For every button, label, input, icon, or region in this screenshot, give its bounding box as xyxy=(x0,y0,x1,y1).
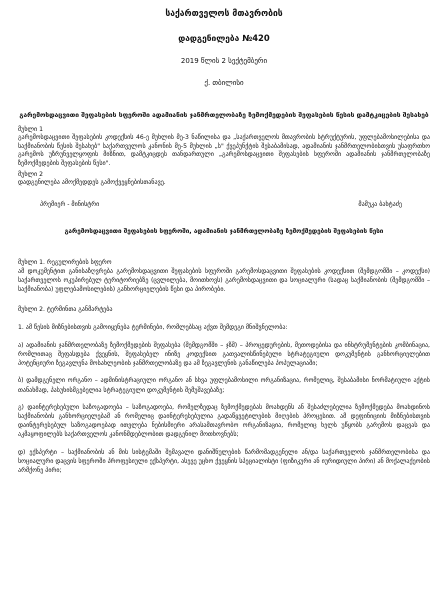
signature-name: მამუკა ბახტაძე xyxy=(358,200,402,208)
definition-item-d: დ) ექსპერტი – საქმიანობის ან მის სისტემაში შემავალი დანიშნულების წარმომადგენელი ან/და საქართველოს ჯანმრთელობისა და სოციალური დაცვის სფეროში პროფესიული ექსპერტი, ასევე უცხო ქვეყნის სპეციალისტი (ფიზიკური ან იურიდიული პირი) ან მოქალაქეობის არმქონე პირი; xyxy=(18,448,430,475)
article-1 xyxy=(18,125,430,168)
article-1-text: გარემოსდაცვითი შეფასების კოდექსის 46-ე მუხლის მე-3 ნაწილისა და „საქართველოს მთავრობის სტრუქტურის, უფლებამოსილებისა და საქმიანობის წესის შესახებ" საქართველოს კანონის მე-5 მუხლის „ს" ქვეპუნქტის შესაბამისად, ადამიანის ჯანმრთელობისთვის უსაფრთხო გარემოს უზრუნველყოფის მიზნით, დამტკიცდეს თანდართული „გარემოსდაცვითი შეფასების სფეროში ადამიანის ჯანმრთელობაზე ზემოქმედების შეფასების წესი". xyxy=(18,134,430,167)
resolution-city: ქ. თბილისი xyxy=(204,79,244,87)
definition-item-c: გ) დაინტერესებული საზოგადოება – საზოგადოება, რომელზედაც ზემოქმედებას მოახდენს ან შესაძლებელია ზემოქმედება მოახდინოს საქმიანობის განხორციელებამ ან რომელიც დაინტერესებულია გადაწყვეტილების მიღების პროცესით. ამ დეფინიციის მიზნებისთვის დაინტერესებულ საზოგადოებად ითვლება ნებისმიერი არასამთავრობო ორგანიზაცია, რომელიც ხელს უწყობს გარემოს დაცვას და აკმაყოფილებს საქართველოს კანონმდებლობით დადგენილ მოთხოვნებს; xyxy=(18,403,430,439)
article-2 xyxy=(18,170,430,188)
rules-article-2-heading: მუხლი 2. ტერმინთა განმარტება xyxy=(18,305,113,313)
article-2-heading: მუხლი 2 xyxy=(18,171,44,179)
signature-block xyxy=(40,201,402,208)
resolution-date: 2019 წლის 2 სექტემბერი xyxy=(180,57,268,65)
article-2-text: დადგენილება ამოქმედდეს გამოქვეყნებისთანავე. xyxy=(18,179,166,187)
rules-article-2 xyxy=(18,305,430,476)
definition-item-a: ა) ადამიანის ჯანმრთელობაზე ზემოქმედების შეფასება (შემდგომში – ჯზშ) – პროცედურების, მეთოდებისა და ინსტრუმენტების კომბინაცია, რომლითაც შეფასდება ქვეყნის, შეფასებელ ინიზე კოდექსით გათვალისწინებული სტრატეგიული დოკუმენტის განხორციელებით პოტენციური ზეგავლენა მოსახლეობის ჯანმრთელობაზე და ამ ზეგავლენის განაწილება პოპულაციაში; xyxy=(18,341,430,368)
rules-article-1-text: ამ დოკუმენტით განისაზღვრება გარემოსდაცვითი შეფასების სფეროში გარემოსდაცვითი შეფასების კოდექსით (შემდგომში – კოდექსი) საქართველოს ოკუპირებულ ტერიტორიებზე (ცვლილება, მოითხოვს) გარემოსდაცვითი და სოციალური (სადაც საქმიანობის (შემდგომში – საქმიანობა) უფლებამოსილების) განხორციელების წესი და პირობები. xyxy=(18,267,430,294)
signature-position: პრემიერ - მინისტრი xyxy=(40,200,100,208)
rules-article-1-heading: მუხლი 1. რეგულირების სფერო xyxy=(18,258,112,266)
document-header xyxy=(18,8,430,88)
resolution-number: დადგენილება №420 xyxy=(178,33,270,43)
article-1-heading: მუხლი 1 xyxy=(18,126,44,133)
rules-title: გარემოსდაცვითი შეფასების სფეროში, ადამიანის ჯანმრთელობაზე ზემოქმედების შეფასების წესი xyxy=(64,227,384,235)
rules-article-1 xyxy=(18,258,430,295)
definition-item-b: ბ) დამდგენელი ორგანო – ადმინისტრაციული ორგანო ან სხვა უფლებამოსილი ორგანიზაცია, რომელიც, შესაბამისი ნორმატიული აქტის თანახმად, პასუხისმგებელია სტრატეგიული დოკუმენტის შემუშავებაზე; xyxy=(18,377,430,394)
government-name: საქართველოს მთავრობის xyxy=(165,9,283,19)
rules-article-2-intro: 1. ამ წესის მიზნებისთვის გამოიყენება ტერმინები, რომლებსაც აქვთ შემდეგი მნიშვნელობა: xyxy=(18,323,288,331)
resolution-title: გარემოსდაცვითი შეფასების სფეროში ადამიანის ჯანმრთელობაზე ზემოქმედების შეფასების წესის დამტკიცების შესახებ xyxy=(19,111,429,119)
